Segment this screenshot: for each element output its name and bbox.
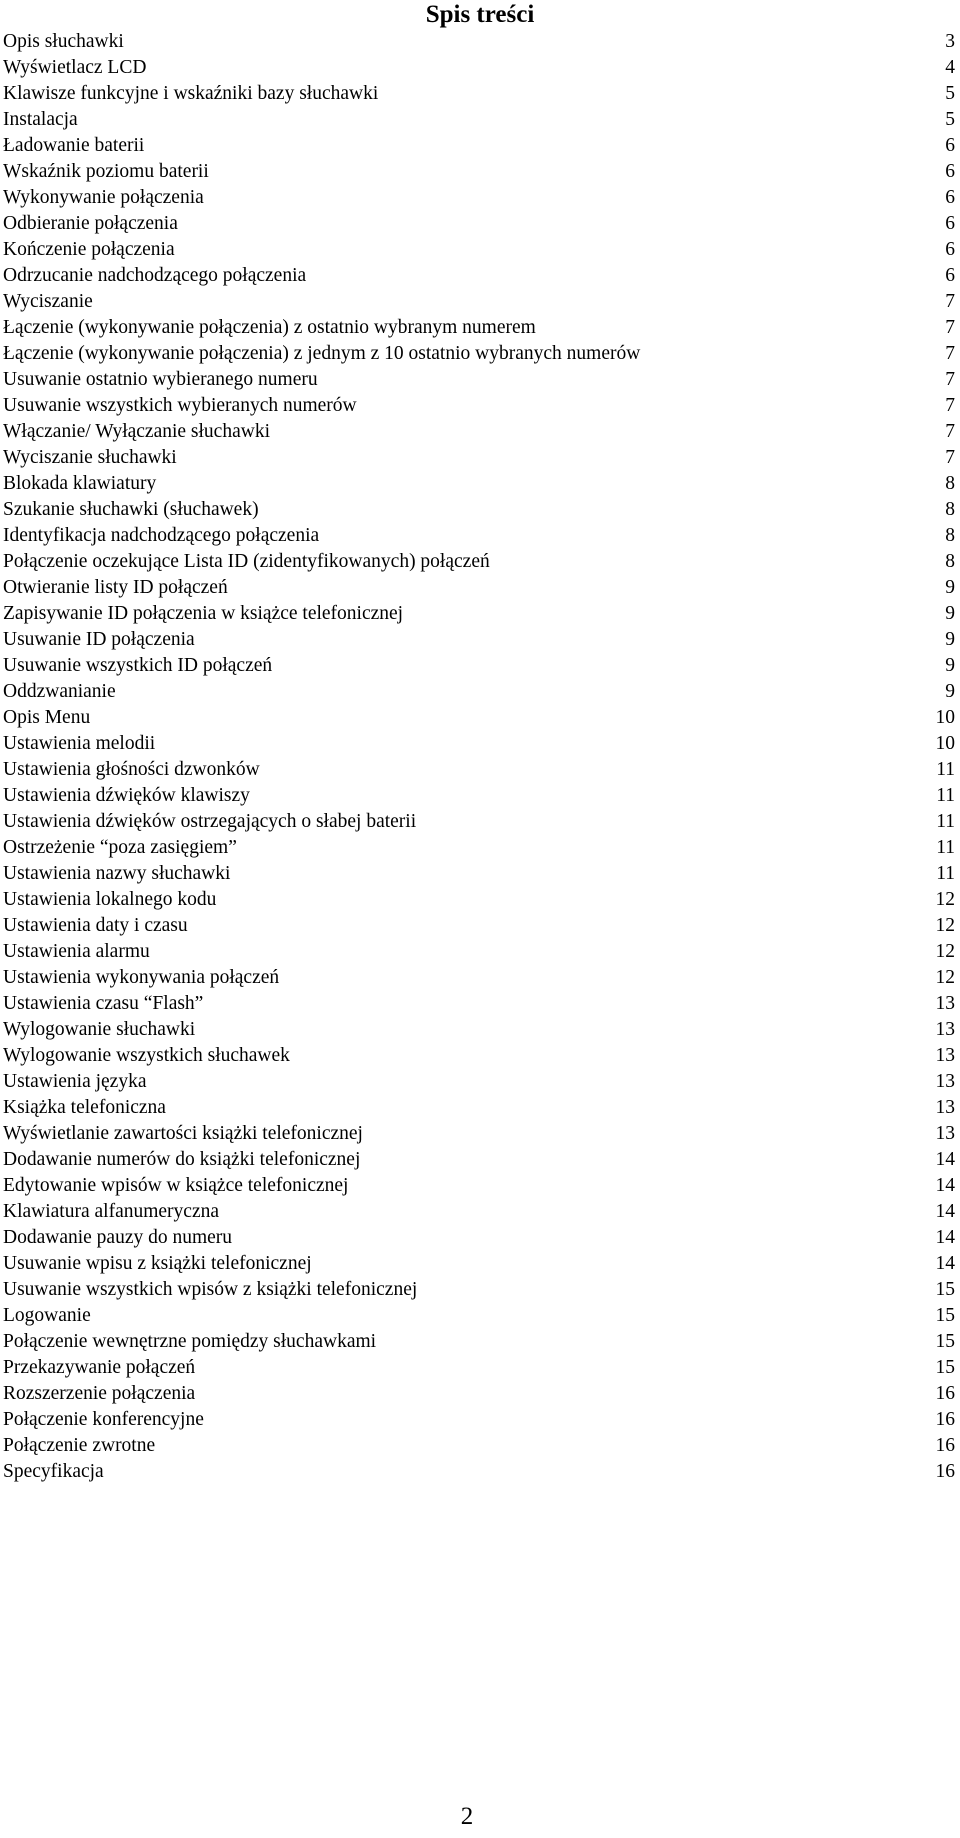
toc-entry [3, 575, 955, 601]
toc-entry-page: 11 [936, 837, 955, 858]
toc-entry [3, 861, 955, 887]
toc-entry [3, 1329, 955, 1355]
toc-entry-label: Oddzwanianie [3, 681, 116, 702]
toc-entry-label: Ustawienia czasu “Flash” [3, 993, 204, 1014]
toc-entry-label: Wylogowanie słuchawki [3, 1019, 196, 1040]
toc-entry-label: Łączenie (wykonywanie połączenia) z ostatnio wybranym numerem [3, 317, 536, 338]
toc-entry-label: Identyfikacja nadchodzącego połączenia [3, 525, 320, 546]
toc-entry-label: Ustawienia dźwięków klawiszy [3, 785, 250, 806]
toc-entry [3, 393, 955, 419]
toc-entry [3, 731, 955, 757]
toc-entry-label: Logowanie [3, 1305, 91, 1326]
toc-entry [3, 1095, 955, 1121]
toc-entry-page: 14 [935, 1201, 955, 1222]
toc-entry [3, 107, 955, 133]
toc-entry-label: Połączenie oczekujące Lista ID (zidentyfikowanych) połączeń [3, 551, 490, 572]
toc-entry-label: Ostrzeżenie “poza zasięgiem” [3, 837, 237, 858]
toc-entry [3, 315, 955, 341]
toc-entry-page: 16 [935, 1383, 955, 1404]
toc-entry [3, 1407, 955, 1433]
toc-entry [3, 653, 955, 679]
toc-entry [3, 965, 955, 991]
toc-entry-page: 6 [945, 135, 955, 156]
toc-entry-page: 16 [935, 1435, 955, 1456]
toc-entry-page: 8 [945, 499, 955, 520]
toc-entry [3, 757, 955, 783]
toc-entry-page: 6 [945, 187, 955, 208]
toc-entry [3, 523, 955, 549]
toc-entry-page: 14 [935, 1253, 955, 1274]
toc-entry [3, 211, 955, 237]
toc-entry [3, 263, 955, 289]
toc-entry-label: Usuwanie wpisu z książki telefonicznej [3, 1253, 312, 1274]
toc-entry-page: 9 [945, 629, 955, 650]
toc-entry [3, 1251, 955, 1277]
toc-entry [3, 679, 955, 705]
toc-entry [3, 939, 955, 965]
toc-entry-label: Usuwanie wszystkich wybieranych numerów [3, 395, 357, 416]
toc-entry-label: Klawiatura alfanumeryczna [3, 1201, 220, 1222]
toc-entry [3, 1355, 955, 1381]
toc-entry-label: Odrzucanie nadchodzącego połączenia [3, 265, 307, 286]
toc-entry-label: Ustawienia nazwy słuchawki [3, 863, 231, 884]
toc-entry-page: 11 [936, 811, 955, 832]
toc-entry [3, 445, 955, 471]
toc-entry-page: 6 [945, 161, 955, 182]
toc-entry [3, 367, 955, 393]
toc-entry-label: Usuwanie ID połączenia [3, 629, 195, 650]
toc-entry-label: Kończenie połączenia [3, 239, 175, 260]
toc-entry-page: 16 [935, 1409, 955, 1430]
toc-entry-label: Opis słuchawki [3, 31, 124, 52]
toc-entry-page: 15 [935, 1305, 955, 1326]
toc-entry-page: 8 [945, 525, 955, 546]
toc-entry-page: 13 [935, 1019, 955, 1040]
toc-entry-label: Otwieranie listy ID połączeń [3, 577, 228, 598]
toc-entry-label: Usuwanie wszystkich ID połączeń [3, 655, 273, 676]
toc-entry-label: Wyciszanie słuchawki [3, 447, 177, 468]
toc-entry [3, 1017, 955, 1043]
toc-entry [3, 341, 955, 367]
toc-entry-label: Ładowanie baterii [3, 135, 145, 156]
toc-entry [3, 185, 955, 211]
toc-entry-label: Instalacja [3, 109, 78, 130]
toc-entry-page: 4 [945, 57, 955, 78]
toc-entry-page: 5 [945, 83, 955, 104]
toc-entry [3, 1043, 955, 1069]
toc-entry-page: 13 [935, 1097, 955, 1118]
toc-entry [3, 419, 955, 445]
toc-entry-label: Wyświetlanie zawartości książki telefonicznej [3, 1123, 363, 1144]
toc-entry [3, 1147, 955, 1173]
toc-entry-page: 9 [945, 681, 955, 702]
toc-entry-page: 6 [945, 213, 955, 234]
toc-entry [3, 991, 955, 1017]
toc-entry [3, 133, 955, 159]
toc-entry-page: 14 [935, 1227, 955, 1248]
toc-entry-label: Usuwanie ostatnio wybieranego numeru [3, 369, 318, 390]
toc-entry-page: 8 [945, 473, 955, 494]
toc-entry-page: 14 [935, 1149, 955, 1170]
toc-entry-page: 13 [935, 1123, 955, 1144]
toc-entry-label: Wylogowanie wszystkich słuchawek [3, 1045, 290, 1066]
toc-entry-page: 13 [935, 993, 955, 1014]
toc-entry [3, 159, 955, 185]
toc-entry [3, 1069, 955, 1095]
toc-entry [3, 471, 955, 497]
toc-entry-page: 6 [945, 239, 955, 260]
toc-entry-page: 12 [935, 941, 955, 962]
toc-entry-label: Specyfikacja [3, 1461, 104, 1482]
toc-entry-page: 3 [945, 31, 955, 52]
toc-entry [3, 289, 955, 315]
table-of-contents [3, 29, 955, 1485]
toc-entry-page: 15 [935, 1357, 955, 1378]
toc-entry-label: Rozszerzenie połączenia [3, 1383, 196, 1404]
toc-entry-page: 11 [936, 759, 955, 780]
toc-entry-page: 11 [936, 863, 955, 884]
toc-entry [3, 601, 955, 627]
toc-entry-page: 7 [945, 369, 955, 390]
toc-entry [3, 835, 955, 861]
toc-entry [3, 1433, 955, 1459]
toc-entry-label: Zapisywanie ID połączenia w książce telefonicznej [3, 603, 404, 624]
toc-entry-page: 15 [935, 1279, 955, 1300]
toc-entry-label: Blokada klawiatury [3, 473, 157, 494]
toc-entry-label: Opis Menu [3, 707, 91, 728]
toc-entry-page: 13 [935, 1045, 955, 1066]
toc-entry-page: 5 [945, 109, 955, 130]
toc-entry-label: Klawisze funkcyjne i wskaźniki bazy słuchawki [3, 83, 379, 104]
toc-entry-page: 9 [945, 603, 955, 624]
toc-entry-page: 11 [936, 785, 955, 806]
toc-entry [3, 1459, 955, 1485]
toc-entry-page: 16 [935, 1461, 955, 1482]
toc-entry-label: Ustawienia dźwięków ostrzegających o słabej baterii [3, 811, 417, 832]
toc-entry-label: Ustawienia wykonywania połączeń [3, 967, 280, 988]
toc-entry-page: 7 [945, 395, 955, 416]
toc-entry-page: 9 [945, 655, 955, 676]
toc-entry-label: Książka telefoniczna [3, 1097, 166, 1118]
toc-entry-label: Wykonywanie połączenia [3, 187, 204, 208]
toc-entry-label: Dodawanie numerów do książki telefonicznej [3, 1149, 361, 1170]
toc-entry-page: 6 [945, 265, 955, 286]
toc-entry-label: Ustawienia języka [3, 1071, 147, 1092]
toc-entry [3, 1199, 955, 1225]
toc-entry [3, 237, 955, 263]
toc-entry [3, 549, 955, 575]
toc-entry [3, 627, 955, 653]
toc-entry-label: Odbieranie połączenia [3, 213, 178, 234]
toc-entry-label: Włączanie/ Wyłączanie słuchawki [3, 421, 270, 442]
toc-entry-page: 7 [945, 447, 955, 468]
toc-entry-label: Szukanie słuchawki (słuchawek) [3, 499, 259, 520]
toc-entry-label: Połączenie konferencyjne [3, 1409, 204, 1430]
toc-entry-label: Edytowanie wpisów w książce telefonicznej [3, 1175, 349, 1196]
toc-entry-label: Ustawienia melodii [3, 733, 156, 754]
toc-entry-page: 8 [945, 551, 955, 572]
toc-entry [3, 55, 955, 81]
page-number: 2 [460, 1803, 474, 1830]
toc-entry-label: Ustawienia głośności dzwonków [3, 759, 260, 780]
toc-entry [3, 809, 955, 835]
toc-entry-page: 12 [935, 889, 955, 910]
toc-entry-page: 14 [935, 1175, 955, 1196]
toc-entry-label: Wskaźnik poziomu baterii [3, 161, 209, 182]
toc-entry [3, 1121, 955, 1147]
toc-entry-page: 10 [935, 707, 955, 728]
toc-entry-label: Połączenie zwrotne [3, 1435, 156, 1456]
toc-entry-page: 7 [945, 343, 955, 364]
toc-entry [3, 1173, 955, 1199]
toc-entry [3, 497, 955, 523]
toc-entry [3, 887, 955, 913]
toc-entry-page: 7 [945, 421, 955, 442]
toc-entry-label: Ustawienia lokalnego kodu [3, 889, 217, 910]
toc-entry-page: 10 [935, 733, 955, 754]
toc-entry [3, 783, 955, 809]
toc-entry-label: Łączenie (wykonywanie połączenia) z jednym z 10 ostatnio wybranych numerów [3, 343, 641, 364]
page-title: Spis treści [425, 1, 535, 28]
toc-entry [3, 1277, 955, 1303]
toc-entry [3, 29, 955, 55]
toc-entry-page: 15 [935, 1331, 955, 1352]
toc-entry-page: 9 [945, 577, 955, 598]
toc-entry [3, 81, 955, 107]
toc-entry-label: Wyciszanie [3, 291, 93, 312]
toc-entry-label: Wyświetlacz LCD [3, 57, 147, 78]
toc-entry-page: 13 [935, 1071, 955, 1092]
toc-entry [3, 1303, 955, 1329]
toc-entry-page: 7 [945, 317, 955, 338]
toc-entry-label: Ustawienia daty i czasu [3, 915, 188, 936]
toc-entry [3, 705, 955, 731]
toc-entry-label: Przekazywanie połączeń [3, 1357, 196, 1378]
toc-entry [3, 1225, 955, 1251]
toc-entry [3, 1381, 955, 1407]
toc-entry [3, 913, 955, 939]
toc-entry-page: 7 [945, 291, 955, 312]
toc-entry-page: 12 [935, 915, 955, 936]
toc-entry-label: Ustawienia alarmu [3, 941, 150, 962]
toc-entry-label: Połączenie wewnętrzne pomiędzy słuchawkami [3, 1331, 377, 1352]
toc-entry-label: Usuwanie wszystkich wpisów z książki telefonicznej [3, 1279, 418, 1300]
toc-entry-page: 12 [935, 967, 955, 988]
toc-entry-label: Dodawanie pauzy do numeru [3, 1227, 233, 1248]
